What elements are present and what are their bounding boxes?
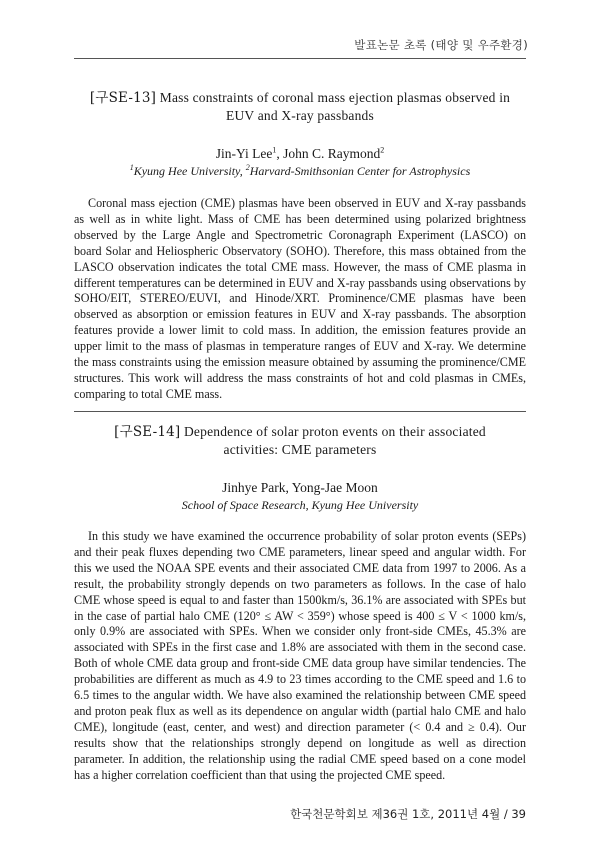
abstract-se-14 — [74, 423, 526, 784]
affiliation-mark: 1 — [272, 145, 277, 155]
affiliation-name: Kyung Hee University, — [133, 164, 246, 178]
affiliation-mark: 1 — [129, 163, 134, 172]
article-code: [구SE-13] — [89, 90, 157, 106]
title-line-2: EUV and X-ray passbands — [226, 108, 374, 123]
abstract-text: In this study we have examined the occurrence probability of solar proton events (SEPs) and their peak fluxes depending two CME parameters, linear speed and angular width. For this we used the NOAA SPE events and their associated CME data from 1997 to 2006. As a result, the probability strongly depends on two parameters as follows. In the case of halo CME whose speed is equal to and faster than 1500km/s, 36.1% are associated with SPEs but in the case of partial halo CME (120° ≤ AW < 359°) whose speed is 400 ≤ V < 1000 km/s, only 0.9% are associated with SPEs. When we consider only front-side CMEs, 45.3% are associated with SPEs in the first case and 1.8% are associated with them in the second case. Both of whole CME data group and front-side CME data group have similar tendencies. The probabilities are different as much as 4.9 to 23 times according to the CME speed and 1.6 to 6.5 times to the angular width. We have also examined the relationship between CME speed and proton peak flux as well as its dependence on angular width (partial halo CME and halo CME), longitude (east, center, and west) and direction parameter (< 0.4 and ≥ 0.4). Our results show that the relationships strongly depend on longitude as well as direction parameter. In addition, the relationship using the radial CME speed based on a cone model has a higher correlation coefficient than that using the projected CME speed. — [74, 529, 526, 782]
author-list: Jinhye Park, Yong-Jae Moon — [222, 480, 378, 495]
affiliation-name: Harvard-Smithsonian Center for Astrophysics — [249, 164, 471, 178]
running-head: 발표논문 초록 (태양 및 우주환경) — [354, 38, 528, 52]
abstract-se-13 — [74, 89, 526, 403]
affiliation-mark: 2 — [380, 145, 385, 155]
title-line-1: Dependence of solar proton events on their associated — [183, 424, 486, 439]
header-rule — [74, 58, 526, 59]
author-name: Jin-Yi Lee — [215, 146, 273, 161]
title-line-1: Mass constraints of coronal mass ejection plasmas observed in — [159, 90, 511, 105]
article-title — [74, 89, 526, 125]
article-code: [구SE-14] — [114, 424, 181, 440]
author-separator: , — [276, 146, 284, 161]
affiliation — [74, 163, 526, 179]
page-footer: 한국천문학회보 제36권 1호, 2011년 4월 / 39 — [290, 807, 526, 821]
article-title — [74, 423, 526, 459]
section-divider — [74, 411, 526, 412]
affiliation: School of Space Research, Kyung Hee University — [181, 498, 419, 512]
title-line-2: activities: CME parameters — [223, 442, 377, 457]
abstract-text: Coronal mass ejection (CME) plasmas have been observed in EUV and X-ray passbands as well as in white light. Mass of CME has been determined using polarized brightness observed by the Large Angle and Spectrometric Coronagraph Experiment (LASCO) on board Solar and Heliospheric Observatory (SOHO). Therefore, this mass obtained from the LASCO observation indicates the total CME mass. However, the mass of CME plasma in different temperatures can be determined in EUV and X-ray passbands using observations by SOHO/EIT, STEREO/EUVI, and Hinode/XRT. Prominence/CME plasmas have been observed as absorption or emission features in EUV and X-ray passbands. The absorption features provide a lower limit to cold mass. In addition, the emission features provide an upper limit to the mass of plasmas in temperature ranges of EUV and X-ray. We determine the mass constraints using the emission measure obtained by assuming the prominence/CME structures. This work will address the mass constraints of hot and cold plasmas in CMEs, comparing to total CME mass. — [74, 196, 526, 401]
affiliation-mark: 2 — [245, 163, 250, 172]
author-name: John C. Raymond — [283, 146, 381, 161]
author-list — [74, 145, 526, 163]
